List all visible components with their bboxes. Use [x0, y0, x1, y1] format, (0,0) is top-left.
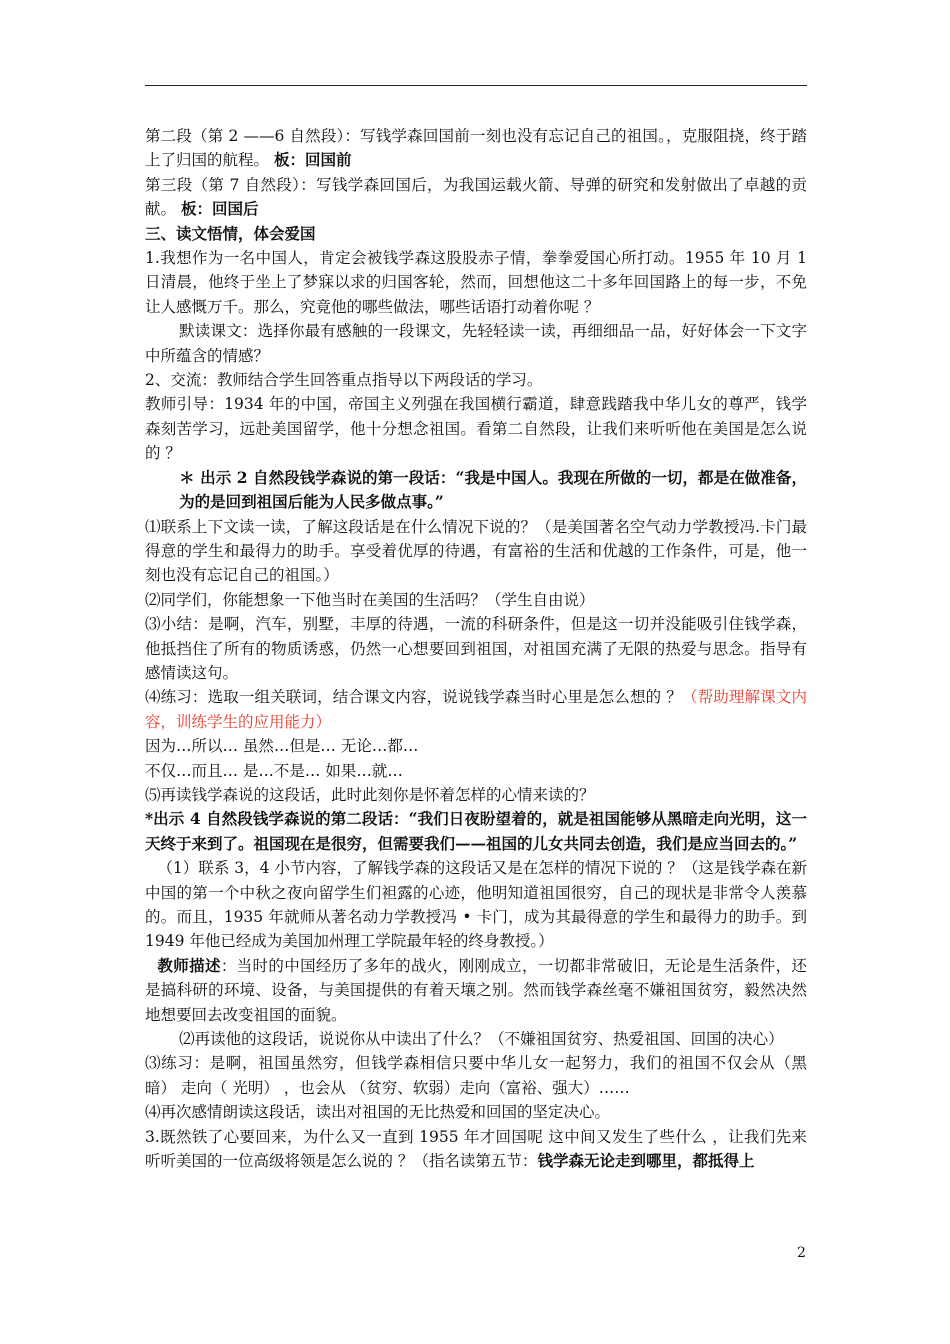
paragraph-section-three	[145, 173, 807, 222]
board-note: 板：回国后	[180, 199, 259, 219]
paragraph: ⑵同学们，你能想象一下他当时在美国的生活吗？（学生自由说）	[145, 590, 595, 609]
paragraph: ⑸再读钱学森说的这段话，此时此刻你是怀着怎样的心情来读的？	[145, 785, 595, 804]
paragraph: 不仅…而且… 是…不是… 如果…就…	[145, 761, 403, 780]
paragraph: ⑴联系上下文读一读，了解这段话是在什么情况下说的？（是美国著名空气动力学教授冯.卡门最得意的学生和最得力的助手。享受着优厚的待遇，有富裕的生活和优越的工作条件，可是，他一刻也没有忘记自己的祖国。）	[145, 517, 807, 585]
bold-text: 钱学森无论走到哪里，都抵得上	[537, 1151, 755, 1171]
paragraph: 教师引导：1934 年的中国，帝国主义列强在我国横行霸道，肆意践踏我中华儿女的尊严，钱学森刻苦学习，远赴美国留学，他十分想念祖国。看第二自然段，让我们来听听他在美国是怎么说的 ？	[145, 395, 807, 463]
paragraph	[145, 685, 807, 734]
paragraph: ⑶练习：是啊，祖国虽然穷，但钱学森相信只要中华儿女一起努力，我们的祖国不仅会从（黑暗） 走向（ 光明） ，也会从 （贫穷、软弱）走向（富裕、强大）……	[145, 1054, 807, 1097]
paragraph: ⑵再读他的这段话，说说你从中读出了什么？（不嫌祖国贫穷、热爱祖国、回国的决心）	[179, 1030, 784, 1049]
page-number: 2	[797, 1245, 806, 1261]
quote-one: ＊ 出示 2 自然段钱学森说的第一段话：“我是中国人。我现在所做的一切，都是在做准备，为的是回到祖国后能为人民多做点事。”	[179, 467, 807, 512]
paragraph: ⑶小结：是啊，汽车，别墅，丰厚的待遇，一流的科研条件，但是这一切并没能吸引住钱学森，他抵挡住了所有的物质诱惑，仍然一心想要回到祖国，对祖国充满了无限的热爱与思念。指导有感情读这句。	[145, 615, 807, 682]
text: 第二段（第 2 ——6 自然段）：写钱学森回国前一刻也没有忘记自己的祖国。，克服阻挠，终于踏上了归国的航程。	[145, 127, 807, 170]
text: ⑷练习：选取一组关联词，结合课文内容，说说钱学森当时心里是怎么想的 ？	[145, 688, 682, 707]
document-body	[145, 124, 807, 1173]
paragraph: 1.我想作为一名中国人，肯定会被钱学森这股股赤子情，拳拳爱国心所打动。1955 年 10 月 1 日清晨，他终于坐上了梦寐以求的归国客轮，然而，回想他这二十多年回国路上的每一步，不免让人感慨万千。那么，究竟他的哪些做法，哪些话语打动着你呢 ？	[145, 249, 807, 316]
paragraph	[145, 1125, 807, 1174]
teaching-note: （帮助理解课文内容，训练学生的应用能力）	[145, 688, 807, 731]
label: 教师描述	[157, 955, 221, 975]
paragraph	[145, 954, 807, 1027]
paragraph: 默读课文：选择你最有感触的一段课文，先轻轻读一读，再细细品一品，好好体会一下文字中所蕴含的情感？	[145, 322, 807, 365]
paragraph: ⑷再次感情朗读这段话，读出对祖国的无比热爱和回国的坚定决心。	[145, 1103, 611, 1122]
paragraph-section-two	[145, 124, 807, 173]
section-heading: 三、读文悟情，体会爱国	[145, 223, 316, 243]
paragraph: （1）联系 3，4 小节内容，了解钱学森的这段话又是在怎样的情况下说的 ？（这是钱学森在新中国的第一个中秋之夜向留学生们袒露的心迹，他明知道祖国很穷，自己的现状是非常令人羡慕的。而且，1935 年就师从著名动力学教授冯 • 卡门，成为其最得意的学生和最得力的助手。到 1949 年他已经成为美国加州理工学院最年轻的终身教授。）	[145, 859, 807, 951]
header-rule	[145, 85, 807, 86]
board-note: 板：回国前	[273, 150, 352, 170]
quote-two: *出示 4 自然段钱学森说的第二段话：“我们日夜盼望着的，就是祖国能够从黑暗走向光明，这一天终于来到了。祖国现在是很穷，但需要我们——祖国的儿女共同去创造，我们是应当回去的。”	[145, 809, 807, 853]
text: 第三段（第 7 自然段）：写钱学森回国后，为我国运载火箭、导弹的研究和发射做出了卓越的贡献。	[145, 175, 807, 219]
text: 3.既然铁了心要回来，为什么又一直到 1955 年才回国呢 这中间又发生了些什么 ，让我们先来听听美国的一位高级将领是怎么说的 ？（指名读第五节：	[145, 1127, 807, 1171]
text: ：当时的中国经历了多年的战火，刚刚成立，一切都非常破旧，无论是生活条件，还是搞科研的环境、设备，与美国提供的有着天壤之别。然而钱学森丝毫不嫌祖国贫穷，毅然决然地想要回去改变祖国的面貌。	[145, 956, 807, 1024]
paragraph: 2、交流：教师结合学生回答重点指导以下两段话的学习。	[145, 371, 543, 390]
paragraph: 因为…所以… 虽然…但是… 无论…都…	[145, 737, 419, 756]
